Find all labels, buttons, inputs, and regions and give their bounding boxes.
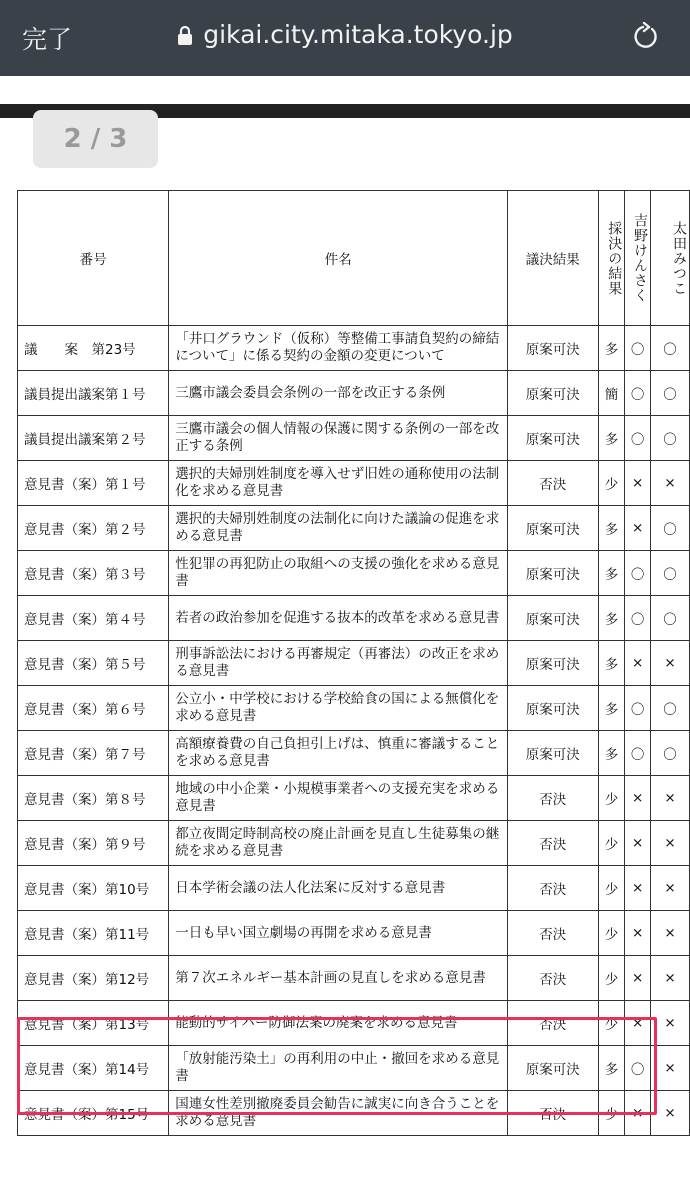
address-bar[interactable] (0, 20, 690, 49)
row-vote-type: 多 (598, 1046, 625, 1091)
row-result: 否決 (507, 866, 598, 911)
row-vote-member-1: × (625, 461, 651, 506)
row-vote-type: 多 (598, 596, 625, 641)
row-title: 性犯罪の再犯防止の取組への支援の強化を求める意見書 (169, 551, 508, 596)
row-vote-type: 多 (598, 641, 625, 686)
header-title: 件名 (169, 191, 508, 326)
table-row (18, 686, 690, 731)
row-number: 意見書（案）第３号 (18, 551, 169, 596)
table-row (18, 911, 690, 956)
table-row (18, 821, 690, 866)
row-result: 否決 (507, 821, 598, 866)
row-vote-type: 簡 (598, 371, 625, 416)
row-vote-type: 少 (598, 1091, 625, 1136)
row-number: 意見書（案）第４号 (18, 596, 169, 641)
row-vote-type: 少 (598, 461, 625, 506)
reload-icon[interactable] (630, 22, 660, 52)
row-title: 都立夜間定時制高校の廃止計画を見直し生徒募集の継続を求める意見書 (169, 821, 508, 866)
table-body (18, 326, 690, 1136)
row-number: 議員提出議案第２号 (18, 416, 169, 461)
row-number: 意見書（案）第12号 (18, 956, 169, 1001)
header-vote-type: 採決の結果 (598, 191, 625, 326)
row-vote-member-2: × (651, 776, 690, 821)
table-row (18, 416, 690, 461)
row-vote-type: 多 (598, 416, 625, 461)
done-button[interactable]: 完了 (22, 25, 73, 54)
content-spacer (0, 76, 690, 104)
row-title: 「井口グラウンド（仮称）等整備工事請負契約の締結について」に係る契約の金額の変更について (169, 326, 508, 371)
row-number: 意見書（案）第９号 (18, 821, 169, 866)
row-vote-member-1: × (625, 956, 651, 1001)
row-title: 刑事訴訟法における再審規定（再審法）の改正を求める意見書 (169, 641, 508, 686)
row-number: 意見書（案）第８号 (18, 776, 169, 821)
row-vote-type: 多 (598, 506, 625, 551)
row-result: 原案可決 (507, 416, 598, 461)
highlight-box (17, 1017, 657, 1115)
header-member-2: 太田みつこ (651, 191, 690, 326)
row-result: 否決 (507, 956, 598, 1001)
row-number: 議員提出議案第１号 (18, 371, 169, 416)
row-result: 否決 (507, 776, 598, 821)
row-title: 選択的夫婦別姓制度を導入せず旧姓の通称使用の法制化を求める意見書 (169, 461, 508, 506)
row-vote-member-2: × (651, 866, 690, 911)
row-vote-member-1: 〇 (625, 686, 651, 731)
table-row (18, 461, 690, 506)
row-vote-member-2: 〇 (651, 686, 690, 731)
row-title: 第７次エネルギー基本計画の見直しを求める意見書 (169, 956, 508, 1001)
browser-toolbar (0, 0, 690, 76)
row-title: 三鷹市議会委員会条例の一部を改正する条例 (169, 371, 508, 416)
row-vote-member-2: 〇 (651, 731, 690, 776)
table-row (18, 326, 690, 371)
row-title: 若者の政治参加を促進する抜本的改革を求める意見書 (169, 596, 508, 641)
table-row (18, 956, 690, 1001)
row-title: 一日も早い国立劇場の再開を求める意見書 (169, 911, 508, 956)
url-text: gikai.city.mitaka.tokyo.jp (203, 20, 513, 49)
row-vote-type: 多 (598, 686, 625, 731)
row-number: 意見書（案）第10号 (18, 866, 169, 911)
row-vote-member-2: 〇 (651, 506, 690, 551)
row-vote-member-2: 〇 (651, 326, 690, 371)
page-indicator: 2 / 3 (33, 110, 158, 168)
row-result: 原案可決 (507, 641, 598, 686)
row-vote-member-2: × (651, 641, 690, 686)
row-number: 意見書（案）第11号 (18, 911, 169, 956)
header-number: 番号 (18, 191, 169, 326)
row-vote-type: 少 (598, 821, 625, 866)
header-result: 議決結果 (507, 191, 598, 326)
row-vote-member-1: × (625, 911, 651, 956)
row-number: 意見書（案）第14号 (18, 1046, 169, 1091)
row-vote-member-1: × (625, 641, 651, 686)
row-result: 否決 (507, 1091, 598, 1136)
row-vote-member-2: 〇 (651, 371, 690, 416)
row-title: 三鷹市議会の個人情報の保護に関する条例の一部を改正する条例 (169, 416, 508, 461)
row-number: 議 案 第23号 (18, 326, 169, 371)
row-number: 意見書（案）第５号 (18, 641, 169, 686)
row-vote-member-2: × (651, 1091, 690, 1136)
row-result: 原案可決 (507, 1046, 598, 1091)
row-title: 地域の中小企業・小規模事業者への支援充実を求める意見書 (169, 776, 508, 821)
row-vote-member-2: 〇 (651, 416, 690, 461)
row-vote-type: 少 (598, 956, 625, 1001)
row-result: 否決 (507, 911, 598, 956)
row-title: 選択的夫婦別姓制度の法制化に向けた議論の促進を求める意見書 (169, 506, 508, 551)
row-vote-member-2: × (651, 461, 690, 506)
row-result: 否決 (507, 1001, 598, 1046)
table-row (18, 776, 690, 821)
header-member-1: 吉野けんさく (625, 191, 651, 326)
row-number: 意見書（案）第15号 (18, 1091, 169, 1136)
row-number: 意見書（案）第２号 (18, 506, 169, 551)
row-vote-member-2: 〇 (651, 551, 690, 596)
table-row (18, 371, 690, 416)
row-vote-member-2: × (651, 1046, 690, 1091)
row-vote-type: 多 (598, 551, 625, 596)
lock-icon (177, 26, 193, 46)
row-vote-member-1: × (625, 506, 651, 551)
row-number: 意見書（案）第13号 (18, 1001, 169, 1046)
row-title: 能動的サイバー防御法案の廃案を求める意見書 (169, 1001, 508, 1046)
row-result: 原案可決 (507, 506, 598, 551)
row-vote-type: 少 (598, 911, 625, 956)
table-row (18, 551, 690, 596)
row-vote-type: 多 (598, 731, 625, 776)
table-row (18, 641, 690, 686)
row-vote-member-2: × (651, 911, 690, 956)
table-row (18, 596, 690, 641)
vote-results-table (17, 190, 690, 1136)
table-row (18, 506, 690, 551)
row-vote-type: 多 (598, 326, 625, 371)
row-result: 否決 (507, 461, 598, 506)
row-vote-member-2: × (651, 1001, 690, 1046)
row-number: 意見書（案）第７号 (18, 731, 169, 776)
row-vote-member-1: × (625, 776, 651, 821)
row-vote-member-1: 〇 (625, 371, 651, 416)
row-vote-member-1: 〇 (625, 416, 651, 461)
row-vote-member-2: × (651, 821, 690, 866)
row-title: 日本学術会議の法人化法案に反対する意見書 (169, 866, 508, 911)
table-header-row (18, 191, 690, 326)
row-result: 原案可決 (507, 731, 598, 776)
row-vote-member-2: 〇 (651, 596, 690, 641)
row-vote-type: 少 (598, 1001, 625, 1046)
row-title: 「放射能汚染土」の再利用の中止・撤回を求める意見書 (169, 1046, 508, 1091)
row-result: 原案可決 (507, 371, 598, 416)
row-vote-member-1: × (625, 821, 651, 866)
row-number: 意見書（案）第６号 (18, 686, 169, 731)
row-vote-type: 少 (598, 776, 625, 821)
row-vote-member-1: 〇 (625, 326, 651, 371)
row-result: 原案可決 (507, 596, 598, 641)
row-result: 原案可決 (507, 686, 598, 731)
row-title: 高額療養費の自己負担引上げは、慎重に審議することを求める意見書 (169, 731, 508, 776)
row-vote-member-1: 〇 (625, 1046, 651, 1091)
row-number: 意見書（案）第１号 (18, 461, 169, 506)
row-vote-type: 少 (598, 866, 625, 911)
row-vote-member-1: × (625, 1001, 651, 1046)
row-vote-member-2: × (651, 956, 690, 1001)
row-result: 原案可決 (507, 551, 598, 596)
row-vote-member-1: 〇 (625, 596, 651, 641)
row-vote-member-1: × (625, 866, 651, 911)
row-title: 公立小・中学校における学校給食の国による無償化を求める意見書 (169, 686, 508, 731)
row-title: 国連女性差別撤廃委員会勧告に誠実に向き合うことを求める意見書 (169, 1091, 508, 1136)
row-result: 原案可決 (507, 326, 598, 371)
row-vote-member-1: 〇 (625, 551, 651, 596)
table-row (18, 866, 690, 911)
row-vote-member-1: 〇 (625, 731, 651, 776)
table-row (18, 731, 690, 776)
row-vote-member-1: × (625, 1091, 651, 1136)
